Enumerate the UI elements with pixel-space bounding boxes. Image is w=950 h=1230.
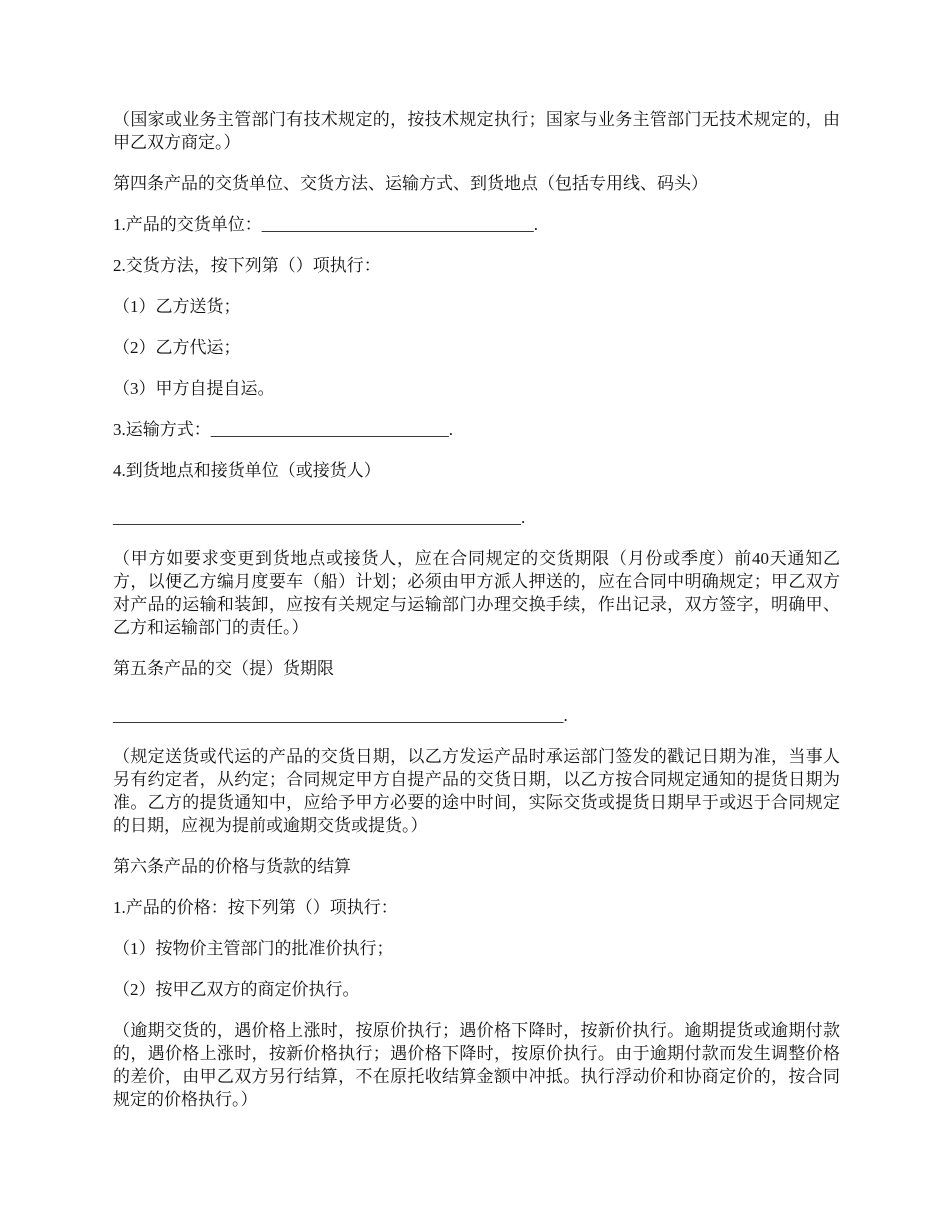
price-option-2: （2）按甲乙双方的商定价执行。 [113, 980, 360, 999]
delivery-unit-line: 1.产品的交货单位：________________________________. [113, 215, 538, 234]
delivery-option-3: （3）甲方自提自运。 [113, 379, 275, 398]
transport-method-line: 3.运输方式：____________________________. [113, 420, 453, 439]
destination-line: 4.到货地点和接货单位（或接货人） [113, 461, 381, 480]
delivery-deadline-blank-line: _____________________________________________________. [113, 706, 568, 725]
price-option-1: （1）按物价主管部门的批准价执行； [113, 939, 394, 958]
destination-blank-line: ________________________________________________. [113, 508, 526, 527]
destination-change-note: （甲方如要求变更到货地点或接货人，应在合同规定的交货期限（月份或季度）前40天通知乙方，以便乙方编月度要车（船）计划；必须由甲方派人押送的，应在合同中明确规定；甲乙双方对产品的运输和装卸，应按有关规定与运输部门办理交换手续，作出记录，双方签字，明确甲、乙方和运输部门的责任。） [113, 549, 840, 637]
delivery-option-1: （1）乙方送货； [113, 297, 241, 316]
price-adjustment-note: （逾期交货的，遇价格上涨时，按原价执行；遇价格下降时，按新价执行。逾期提货或逾期付款的，遇价格上涨时，按新价格执行；遇价格下降时，按原价执行。由于逾期付款而发生调整价格的差价，由甲乙双方另行结算，不在原托收结算金额中冲抵。执行浮动价和协商定价的，按合同规定的价格执行。） [113, 1021, 840, 1109]
delivery-date-note: （规定送货或代运的产品的交货日期，以乙方发运产品时承运部门签发的戳记日期为准，当事人另有约定者，从约定；合同规定甲方自提产品的交货日期，以乙方按合同规定通知的提货日期为准。乙方的提货通知中，应给予甲方必要的途中时间，实际交货或提货日期早于或迟于合同规定的日期，应视为提前或逾期交货或提货。） [113, 747, 840, 835]
article-5-heading: 第五条产品的交（提）货期限 [113, 659, 334, 678]
delivery-method-line: 2.交货方法，按下列第（）项执行： [113, 256, 381, 275]
document-page [113, 108, 840, 1111]
technical-spec-note: （国家或业务主管部门有技术规定的，按技术规定执行；国家与业务主管部门无技术规定的，由甲乙双方商定。） [113, 110, 840, 152]
delivery-option-2: （2）乙方代运； [113, 338, 241, 357]
price-method-line: 1.产品的价格：按下列第（）项执行： [113, 898, 398, 917]
article-6-heading: 第六条产品的价格与货款的结算 [113, 857, 351, 876]
article-4-heading: 第四条产品的交货单位、交货方法、运输方式、到货地点（包括专用线、码头） [113, 174, 708, 193]
